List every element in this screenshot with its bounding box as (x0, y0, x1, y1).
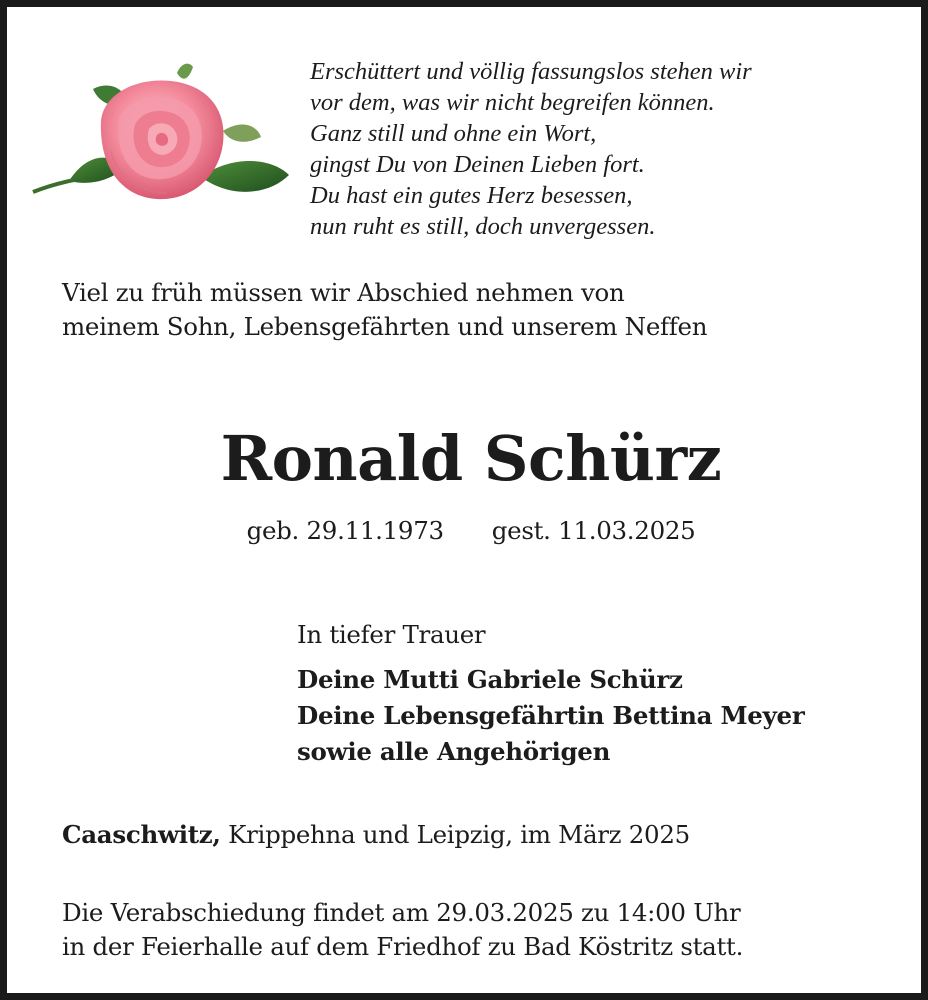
intro-text (62, 276, 922, 344)
intro-line: meinem Sohn, Lebensgefährten und unserem Neffen (62, 312, 708, 341)
poem-line: gingst Du von Deinen Lieben fort. (310, 151, 645, 178)
place-and-date (62, 817, 922, 853)
mourner-name: Deine Mutti Gabriele Schürz (297, 665, 683, 694)
mourner-name: Deine Lebensgefährtin Bettina Meyer (297, 701, 805, 730)
poem-line: Erschüttert und völlig fassungslos stehen wir (310, 58, 752, 85)
rose-icon (31, 59, 296, 219)
place-main: Caaschwitz, (62, 820, 221, 849)
service-line: Die Verabschiedung findet am 29.03.2025 zu 14:00 Uhr (62, 898, 741, 927)
service-line: in der Feierhalle auf dem Friedhof zu Bad Köstritz statt. (62, 932, 744, 961)
birth-date: geb. 29.11.1973 (246, 516, 444, 545)
deceased-name: Ronald Schürz (220, 422, 722, 495)
mourner-name: sowie alle Angehörigen (297, 737, 611, 766)
poem-line: vor dem, was wir nicht begreifen können. (310, 89, 715, 116)
death-date: gest. 11.03.2025 (491, 516, 696, 545)
poem-line: Ganz still und ohne ein Wort, (310, 120, 597, 147)
service-info (62, 896, 922, 964)
intro-line: Viel zu früh müssen wir Abschied nehmen von (62, 278, 625, 307)
life-dates (7, 513, 928, 549)
mourners-block (297, 616, 917, 770)
mourning-lead: In tiefer Trauer (297, 620, 486, 649)
poem (310, 56, 910, 242)
place-rest: Krippehna und Leipzig, im März 2025 (220, 820, 690, 849)
poem-line: nun ruht es still, doch unvergessen. (310, 213, 656, 240)
poem-line: Du hast ein gutes Herz besessen, (310, 182, 633, 209)
